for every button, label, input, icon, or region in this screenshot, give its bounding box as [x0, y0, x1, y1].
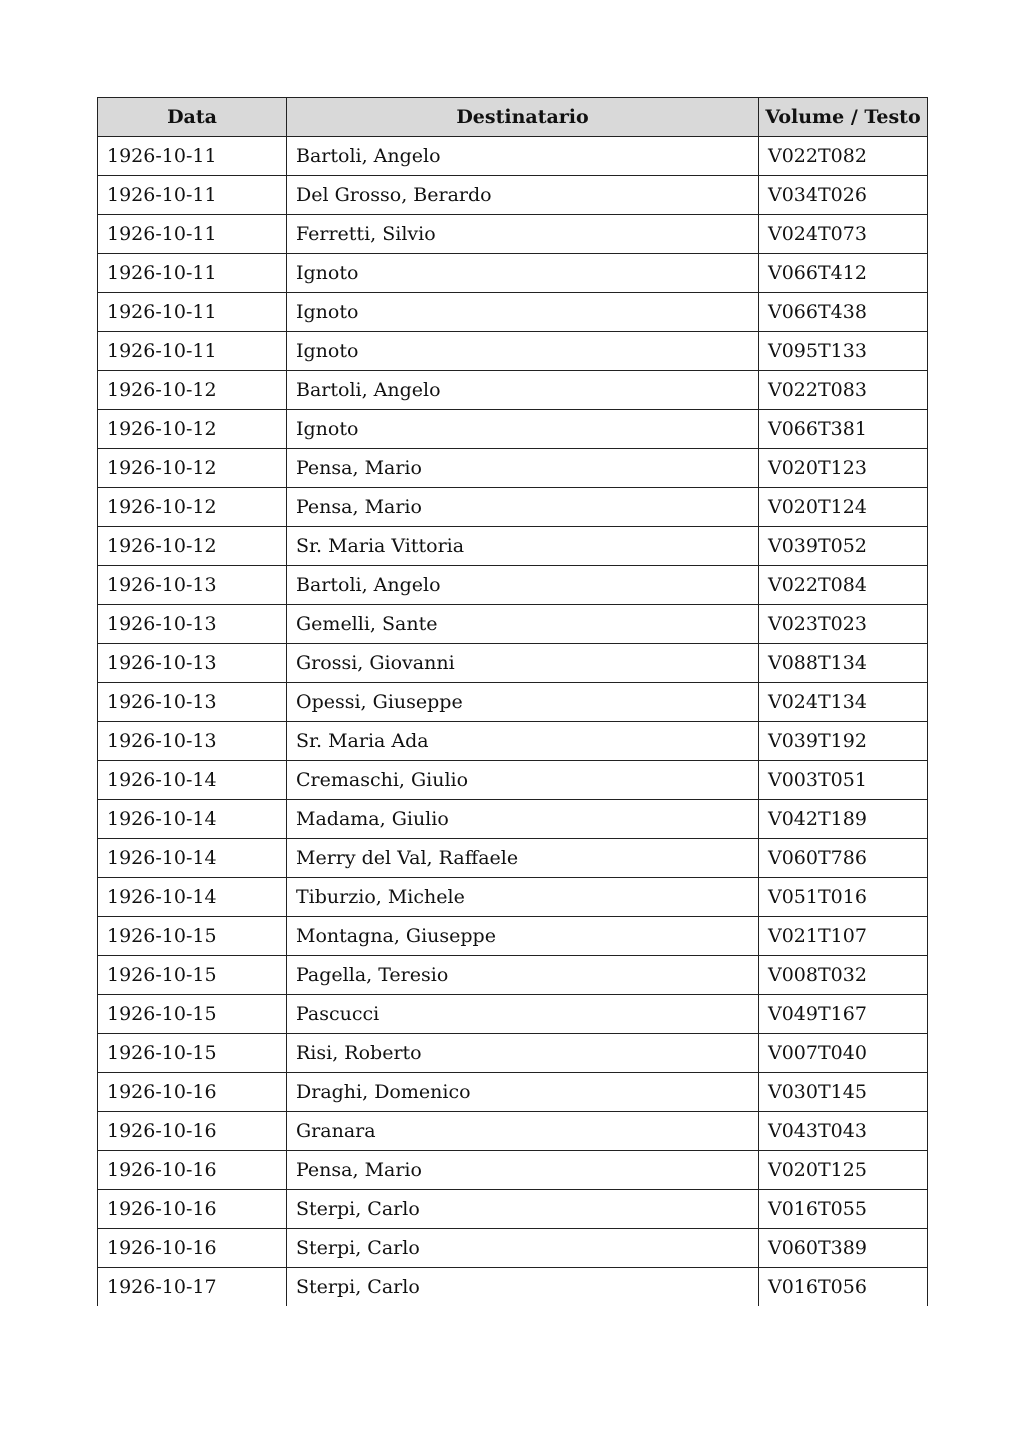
cell-data: 1926-10-15: [98, 917, 287, 956]
cell-destinatario: Merry del Val, Raffaele: [287, 839, 759, 878]
cell-data: 1926-10-11: [98, 137, 287, 176]
table-row: [98, 1268, 928, 1306]
table-row: [98, 371, 928, 410]
cell-volume-testo: V020T123: [759, 449, 928, 488]
cell-data: 1926-10-15: [98, 956, 287, 995]
cell-data: 1926-10-11: [98, 293, 287, 332]
cell-destinatario: Pensa, Mario: [287, 449, 759, 488]
cell-destinatario: Pascucci: [287, 995, 759, 1034]
cell-destinatario: Sr. Maria Ada: [287, 722, 759, 761]
table-header: [98, 98, 928, 137]
cell-volume-testo: V060T786: [759, 839, 928, 878]
cell-volume-testo: V066T438: [759, 293, 928, 332]
cell-data: 1926-10-11: [98, 254, 287, 293]
cell-destinatario: Bartoli, Angelo: [287, 371, 759, 410]
column-header-volume-testo: Volume / Testo: [759, 98, 928, 137]
cell-destinatario: Pagella, Teresio: [287, 956, 759, 995]
cell-destinatario: Montagna, Giuseppe: [287, 917, 759, 956]
cell-volume-testo: V024T073: [759, 215, 928, 254]
cell-data: 1926-10-16: [98, 1073, 287, 1112]
cell-destinatario: Risi, Roberto: [287, 1034, 759, 1073]
table-row: [98, 1073, 928, 1112]
cell-destinatario: Draghi, Domenico: [287, 1073, 759, 1112]
table-row: [98, 722, 928, 761]
cell-destinatario: Pensa, Mario: [287, 488, 759, 527]
table-row: [98, 137, 928, 176]
cell-volume-testo: V051T016: [759, 878, 928, 917]
cell-data: 1926-10-16: [98, 1112, 287, 1151]
cell-volume-testo: V024T134: [759, 683, 928, 722]
cell-destinatario: Ignoto: [287, 410, 759, 449]
cell-volume-testo: V049T167: [759, 995, 928, 1034]
cell-destinatario: Del Grosso, Berardo: [287, 176, 759, 215]
cell-destinatario: Pensa, Mario: [287, 1151, 759, 1190]
table-row: [98, 683, 928, 722]
table-row: [98, 488, 928, 527]
table-row: [98, 761, 928, 800]
cell-volume-testo: V003T051: [759, 761, 928, 800]
column-header-data: Data: [98, 98, 287, 137]
cell-volume-testo: V066T381: [759, 410, 928, 449]
cell-volume-testo: V023T023: [759, 605, 928, 644]
cell-data: 1926-10-12: [98, 449, 287, 488]
cell-volume-testo: V007T040: [759, 1034, 928, 1073]
table-row: [98, 1112, 928, 1151]
table-body: [98, 137, 928, 1306]
cell-volume-testo: V022T083: [759, 371, 928, 410]
table-row: [98, 878, 928, 917]
cell-volume-testo: V039T192: [759, 722, 928, 761]
table-row: [98, 605, 928, 644]
cell-data: 1926-10-17: [98, 1268, 287, 1306]
cell-data: 1926-10-11: [98, 215, 287, 254]
cell-destinatario: Ignoto: [287, 254, 759, 293]
table-row: [98, 176, 928, 215]
table-row: [98, 1034, 928, 1073]
cell-data: 1926-10-16: [98, 1190, 287, 1229]
cell-destinatario: Sterpi, Carlo: [287, 1229, 759, 1268]
cell-destinatario: Sr. Maria Vittoria: [287, 527, 759, 566]
cell-volume-testo: V008T032: [759, 956, 928, 995]
cell-volume-testo: V066T412: [759, 254, 928, 293]
cell-destinatario: Bartoli, Angelo: [287, 137, 759, 176]
cell-data: 1926-10-12: [98, 410, 287, 449]
cell-data: 1926-10-15: [98, 1034, 287, 1073]
table-row: [98, 995, 928, 1034]
table-row: [98, 566, 928, 605]
cell-data: 1926-10-15: [98, 995, 287, 1034]
table-row: [98, 254, 928, 293]
table-row: [98, 332, 928, 371]
cell-volume-testo: V030T145: [759, 1073, 928, 1112]
cell-destinatario: Tiburzio, Michele: [287, 878, 759, 917]
cell-volume-testo: V039T052: [759, 527, 928, 566]
cell-destinatario: Granara: [287, 1112, 759, 1151]
header-row: [98, 98, 928, 137]
cell-volume-testo: V095T133: [759, 332, 928, 371]
table-row: [98, 1190, 928, 1229]
cell-volume-testo: V034T026: [759, 176, 928, 215]
cell-volume-testo: V016T055: [759, 1190, 928, 1229]
cell-data: 1926-10-11: [98, 332, 287, 371]
cell-destinatario: Grossi, Giovanni: [287, 644, 759, 683]
cell-destinatario: Sterpi, Carlo: [287, 1190, 759, 1229]
letters-table-container: [97, 97, 927, 1306]
cell-data: 1926-10-14: [98, 800, 287, 839]
cell-destinatario: Gemelli, Sante: [287, 605, 759, 644]
cell-volume-testo: V016T056: [759, 1268, 928, 1306]
cell-data: 1926-10-16: [98, 1229, 287, 1268]
cell-destinatario: Cremaschi, Giulio: [287, 761, 759, 800]
cell-volume-testo: V088T134: [759, 644, 928, 683]
cell-data: 1926-10-14: [98, 839, 287, 878]
cell-data: 1926-10-13: [98, 722, 287, 761]
cell-volume-testo: V020T125: [759, 1151, 928, 1190]
cell-destinatario: Ferretti, Silvio: [287, 215, 759, 254]
table-row: [98, 410, 928, 449]
cell-volume-testo: V021T107: [759, 917, 928, 956]
table-row: [98, 215, 928, 254]
cell-destinatario: Ignoto: [287, 332, 759, 371]
cell-data: 1926-10-12: [98, 527, 287, 566]
table-row: [98, 449, 928, 488]
cell-data: 1926-10-13: [98, 644, 287, 683]
cell-data: 1926-10-11: [98, 176, 287, 215]
table-row: [98, 644, 928, 683]
cell-data: 1926-10-13: [98, 566, 287, 605]
cell-data: 1926-10-14: [98, 761, 287, 800]
cell-data: 1926-10-16: [98, 1151, 287, 1190]
table-row: [98, 800, 928, 839]
cell-destinatario: Bartoli, Angelo: [287, 566, 759, 605]
cell-destinatario: Ignoto: [287, 293, 759, 332]
table-row: [98, 293, 928, 332]
cell-volume-testo: V020T124: [759, 488, 928, 527]
cell-volume-testo: V022T084: [759, 566, 928, 605]
table-row: [98, 527, 928, 566]
cell-data: 1926-10-13: [98, 605, 287, 644]
cell-destinatario: Opessi, Giuseppe: [287, 683, 759, 722]
cell-data: 1926-10-12: [98, 371, 287, 410]
table-row: [98, 917, 928, 956]
cell-destinatario: Sterpi, Carlo: [287, 1268, 759, 1306]
cell-volume-testo: V043T043: [759, 1112, 928, 1151]
cell-destinatario: Madama, Giulio: [287, 800, 759, 839]
column-header-destinatario: Destinatario: [287, 98, 759, 137]
cell-data: 1926-10-14: [98, 878, 287, 917]
cell-data: 1926-10-12: [98, 488, 287, 527]
cell-volume-testo: V042T189: [759, 800, 928, 839]
letters-table: [97, 97, 928, 1306]
cell-data: 1926-10-13: [98, 683, 287, 722]
cell-volume-testo: V022T082: [759, 137, 928, 176]
cell-volume-testo: V060T389: [759, 1229, 928, 1268]
table-row: [98, 1151, 928, 1190]
table-row: [98, 1229, 928, 1268]
table-row: [98, 839, 928, 878]
table-row: [98, 956, 928, 995]
